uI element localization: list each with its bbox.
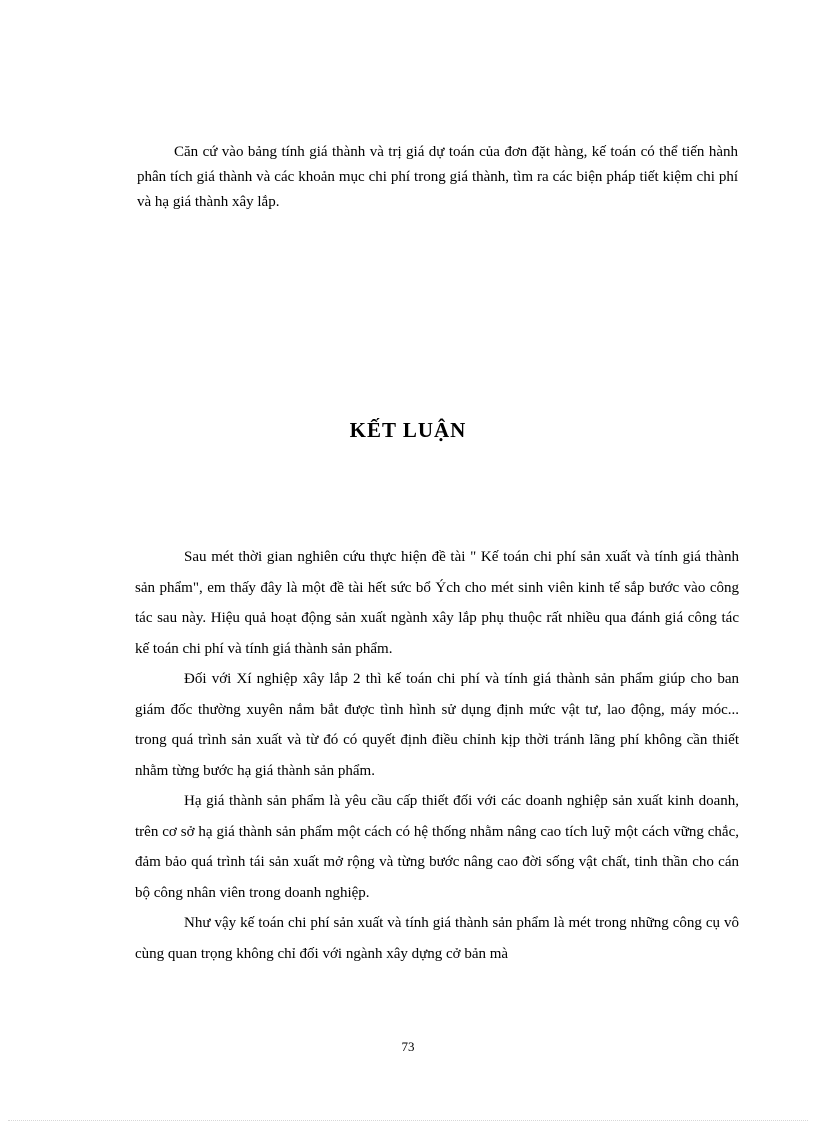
conclusion-body: [135, 542, 739, 969]
conclusion-paragraph-4: Như vậy kế toán chi phí sản xuất và tính giá thành sản phẩm là mét trong những công cụ vô cùng quan trọng không chỉ đối với ngành xây dựng cở bản mà: [135, 915, 739, 962]
conclusion-paragraph-1: Sau mét thời gian nghiên cứu thực hiện đề tài " Kế toán chi phí sản xuất và tính giá thành sản phẩm", em thấy đây là một đề tài hết sức bổ Ých cho mét sinh viên kinh tế sắp bước vào công tác sau này. Hiệu quả hoạt động sản xuất ngành xây lắp phụ thuộc rất nhiều qua đánh giá công tác kế toán chi phí và tính giá thành sản phẩm.: [135, 549, 739, 657]
conclusion-paragraph-3: Hạ giá thành sản phẩm là yêu cầu cấp thiết đối với các doanh nghiệp sản xuất kinh doanh, trên cơ sở hạ giá thành sản phẩm một cách có hệ thống nhằm nâng cao tích luỹ một cách vững chắc, đảm bảo quá trình tái sản xuất mở rộng và từng bước nâng cao đời sống vật chất, tinh thần cho cán bộ công nhân viên trong doanh nghiệp.: [135, 793, 739, 901]
conclusion-paragraph-2: Đối với Xí nghiệp xây lắp 2 thì kế toán chi phí và tính giá thành sản phẩm giúp cho ban giám đốc thường xuyên nắm bắt được tình hình sử dụng định mức vật tư, lao động, máy móc... trong quá trình sản xuất và từ đó có quyết định điều chỉnh kịp thời tránh lãng phí không cần thiết nhằm từng bước hạ giá thành sản phẩm.: [135, 671, 739, 779]
page-number: 73: [401, 1039, 415, 1054]
section-title: KẾT LUẬN: [349, 418, 467, 442]
intro-paragraph: Căn cứ vào bảng tính giá thành và trị giá dự toán của đơn đặt hàng, kế toán có thể tiến hành phân tích giá thành và các khoản mục chi phí trong giá thành, tìm ra các biện pháp tiết kiệm chi phí và hạ giá thành xây lắp.: [137, 144, 738, 210]
page-bottom-divider: [8, 1120, 808, 1121]
